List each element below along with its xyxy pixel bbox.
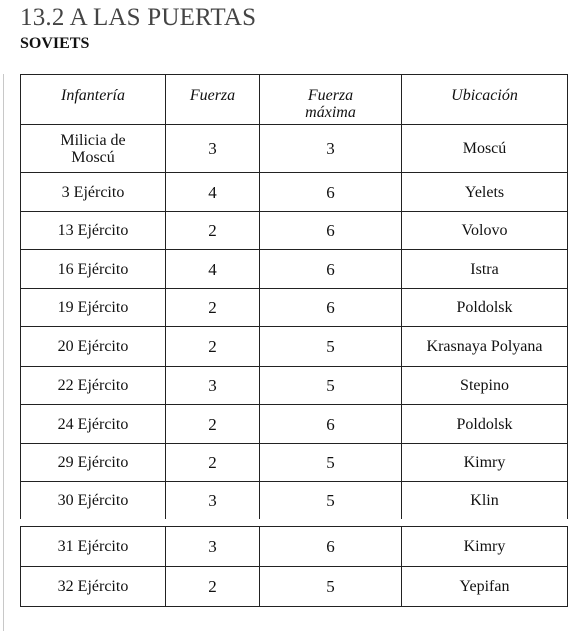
- page-margin-rule: [3, 74, 4, 631]
- cell-unit: 13 Ejército: [21, 212, 166, 250]
- units-table: [20, 74, 568, 520]
- cell-fuerza-max: 6: [260, 173, 402, 212]
- table-row: [21, 173, 568, 212]
- cell-ubicacion: Istra: [402, 250, 568, 289]
- header-fuerza-maxima-line1: Fuerza: [307, 87, 354, 104]
- cell-unit-line2: Moscú: [71, 148, 115, 166]
- cell-unit: 19 Ejército: [21, 289, 166, 327]
- table-row: [21, 212, 568, 250]
- table-row: [21, 367, 568, 405]
- table-row: [21, 527, 568, 567]
- cell-unit: 32 Ejército: [21, 567, 166, 607]
- cell-fuerza-max: 5: [260, 482, 402, 520]
- table-row: [21, 405, 568, 444]
- cell-unit: [21, 125, 166, 173]
- table-page-break: [18, 519, 570, 525]
- table-row: [21, 482, 568, 520]
- cell-ubicacion: Volovo: [402, 212, 568, 250]
- cell-ubicacion: Krasnaya Polyana: [402, 327, 568, 367]
- cell-fuerza-max: 3: [260, 125, 402, 173]
- cell-unit: 29 Ejército: [21, 444, 166, 482]
- header-fuerza: Fuerza: [166, 75, 260, 125]
- cell-fuerza-max: 5: [260, 567, 402, 607]
- cell-fuerza: 2: [166, 289, 260, 327]
- cell-unit: 3 Ejército: [21, 173, 166, 212]
- section-title: 13.2 A LAS PUERTAS: [20, 4, 257, 31]
- table-row: [21, 250, 568, 289]
- cell-ubicacion: Poldolsk: [402, 289, 568, 327]
- cell-fuerza-max: 6: [260, 250, 402, 289]
- table-row: [21, 567, 568, 607]
- cell-fuerza: 2: [166, 444, 260, 482]
- cell-ubicacion: Poldolsk: [402, 405, 568, 444]
- cell-unit: 24 Ejército: [21, 405, 166, 444]
- cell-fuerza-max: 5: [260, 327, 402, 367]
- cell-fuerza: 4: [166, 173, 260, 212]
- units-table-continued: [20, 526, 568, 607]
- cell-fuerza-max: 5: [260, 444, 402, 482]
- cell-ubicacion: Moscú: [402, 125, 568, 173]
- table-row: [21, 289, 568, 327]
- cell-fuerza: 3: [166, 482, 260, 520]
- table-row: [21, 444, 568, 482]
- cell-fuerza: 3: [166, 125, 260, 173]
- section-subtitle: SOVIETS: [20, 35, 90, 52]
- cell-fuerza: 2: [166, 327, 260, 367]
- cell-fuerza: 4: [166, 250, 260, 289]
- cell-unit: 30 Ejército: [21, 482, 166, 520]
- cell-fuerza: 3: [166, 527, 260, 567]
- header-ubicacion: Ubicación: [402, 75, 568, 125]
- cell-fuerza-max: 6: [260, 527, 402, 567]
- cell-ubicacion: Yepifan: [402, 567, 568, 607]
- cell-unit: 31 Ejército: [21, 527, 166, 567]
- cell-ubicacion: Kimry: [402, 444, 568, 482]
- cell-ubicacion: Kimry: [402, 527, 568, 567]
- table-row: [21, 125, 568, 173]
- cell-fuerza: 2: [166, 212, 260, 250]
- cell-ubicacion: Klin: [402, 482, 568, 520]
- cell-unit: 22 Ejército: [21, 367, 166, 405]
- header-infanteria: Infantería: [21, 75, 166, 125]
- cell-fuerza-max: 6: [260, 212, 402, 250]
- cell-fuerza: 3: [166, 367, 260, 405]
- cell-ubicacion: Yelets: [402, 173, 568, 212]
- cell-fuerza: 2: [166, 567, 260, 607]
- cell-fuerza-max: 6: [260, 405, 402, 444]
- cell-fuerza-max: 6: [260, 289, 402, 327]
- cell-fuerza-max: 5: [260, 367, 402, 405]
- table-header-row: [21, 75, 568, 125]
- table-row: [21, 327, 568, 367]
- header-fuerza-maxima-line2: máxima: [305, 104, 356, 121]
- cell-unit: 16 Ejército: [21, 250, 166, 289]
- cell-ubicacion: Stepino: [402, 367, 568, 405]
- cell-unit: 20 Ejército: [21, 327, 166, 367]
- header-fuerza-maxima: [260, 75, 402, 125]
- cell-unit-line1: Milicia de: [60, 131, 126, 149]
- cell-fuerza: 2: [166, 405, 260, 444]
